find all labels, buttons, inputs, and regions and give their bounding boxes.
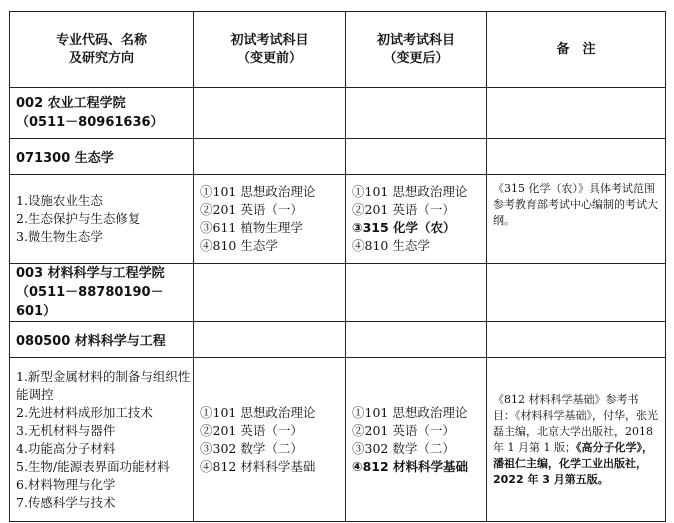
header-note: 备 注: [487, 12, 666, 88]
subject-item: ④812 材料科学基础: [200, 458, 316, 474]
subject-item: ②201 英语（一）: [200, 202, 303, 217]
header-major: [10, 12, 194, 88]
school-cell: [10, 264, 194, 322]
subject-item: ①101 思想政治理论: [200, 404, 316, 420]
direction-item: 3.无机材料与器件: [16, 422, 116, 438]
school-name: 003 材料科学与工程学院: [16, 266, 165, 281]
directions-cell: [10, 358, 194, 522]
direction-item: 1.设施农业生态: [16, 193, 103, 208]
subject-item: ③611 植物生理学: [200, 220, 303, 235]
direction-item: 1.新型金属材料的制备与组织性能调控: [16, 368, 191, 402]
header-before-line1: 初试考试科目: [230, 32, 309, 48]
note-text: 《812 材料科学基础》参考书目：《材料科学基础》，付华，张光磊主编，北京大学出版社，2018 年 1 月第 1 版；: [493, 392, 658, 454]
direction-item: 2.生态保护与生态修复: [16, 211, 141, 226]
header-before: [194, 12, 346, 88]
major-row: [10, 139, 666, 175]
subjects-after-cell: [346, 175, 487, 264]
empty-cell: [346, 264, 487, 322]
major-detail-row: [10, 175, 666, 264]
subject-item: ④810 生态学: [352, 238, 430, 253]
header-after-line2: （变更后）: [383, 50, 449, 66]
major-detail-row: [10, 358, 666, 522]
subjects-before-cell: [194, 358, 346, 522]
subject-item: ②201 英语（一）: [352, 202, 455, 217]
subject-item: ④810 生态学: [200, 238, 278, 253]
school-phone: （0511－88780190－601）: [16, 285, 164, 319]
direction-item: 7.传感科学与技术: [16, 494, 116, 510]
directions-cell: [10, 175, 194, 264]
school-cell: [10, 88, 194, 139]
empty-cell: [346, 139, 487, 175]
header-before-line2: （变更前）: [236, 50, 302, 66]
school-row: [10, 88, 666, 139]
note-cell: [487, 358, 666, 522]
note-cell: 《315 化学（农）》具体考试范围参考教育部考试中心编制的考试大纲。: [487, 175, 666, 264]
subject-item-changed: ③315 化学（农）: [352, 220, 456, 235]
school-row: [10, 264, 666, 322]
empty-cell: [194, 139, 346, 175]
empty-cell: [194, 322, 346, 358]
empty-cell: [487, 322, 666, 358]
subject-item: ②201 英语（一）: [352, 422, 455, 438]
subject-item: ②201 英语（一）: [200, 422, 303, 438]
note-text-bold: 《高分子化学》，潘祖仁主编，化学工业出版社，2022 年 3 月第五版。: [493, 440, 653, 486]
empty-cell: [346, 322, 487, 358]
subject-item: ①101 思想政治理论: [200, 184, 316, 199]
subject-item-changed: ④812 材料科学基础: [352, 458, 469, 474]
major-row: [10, 322, 666, 358]
header-major-line2: 及研究方向: [68, 50, 134, 66]
subject-item: ③302 数学（二）: [200, 440, 303, 456]
major-name: 080500 材料科学与工程: [10, 322, 194, 358]
header-after-line1: 初试考试科目: [376, 32, 455, 48]
subject-item: ③302 数学（二）: [352, 440, 455, 456]
empty-cell: [194, 88, 346, 139]
major-name: 071300 生态学: [10, 139, 194, 175]
subject-item: ①101 思想政治理论: [352, 404, 468, 420]
empty-cell: [487, 264, 666, 322]
school-name: 002 农业工程学院: [16, 96, 126, 111]
subject-item: ①101 思想政治理论: [352, 184, 468, 199]
empty-cell: [487, 139, 666, 175]
direction-item: 3.微生物生态学: [16, 229, 103, 244]
direction-item: 2.先进材料成形加工技术: [16, 404, 153, 420]
subjects-after-cell: [346, 358, 487, 522]
direction-item: 5.生物/能源表界面功能材料: [16, 458, 170, 474]
subjects-before-cell: [194, 175, 346, 264]
empty-cell: [487, 88, 666, 139]
school-phone: （0511－80961636）: [16, 115, 164, 130]
empty-cell: [194, 264, 346, 322]
empty-cell: [346, 88, 487, 139]
exam-subject-table: [9, 11, 666, 522]
header-major-line1: 专业代码、名称: [55, 32, 147, 48]
direction-item: 6.材料物理与化学: [16, 476, 116, 492]
direction-item: 4.功能高分子材料: [16, 440, 116, 456]
header-after: [346, 12, 487, 88]
header-row: [10, 12, 666, 88]
